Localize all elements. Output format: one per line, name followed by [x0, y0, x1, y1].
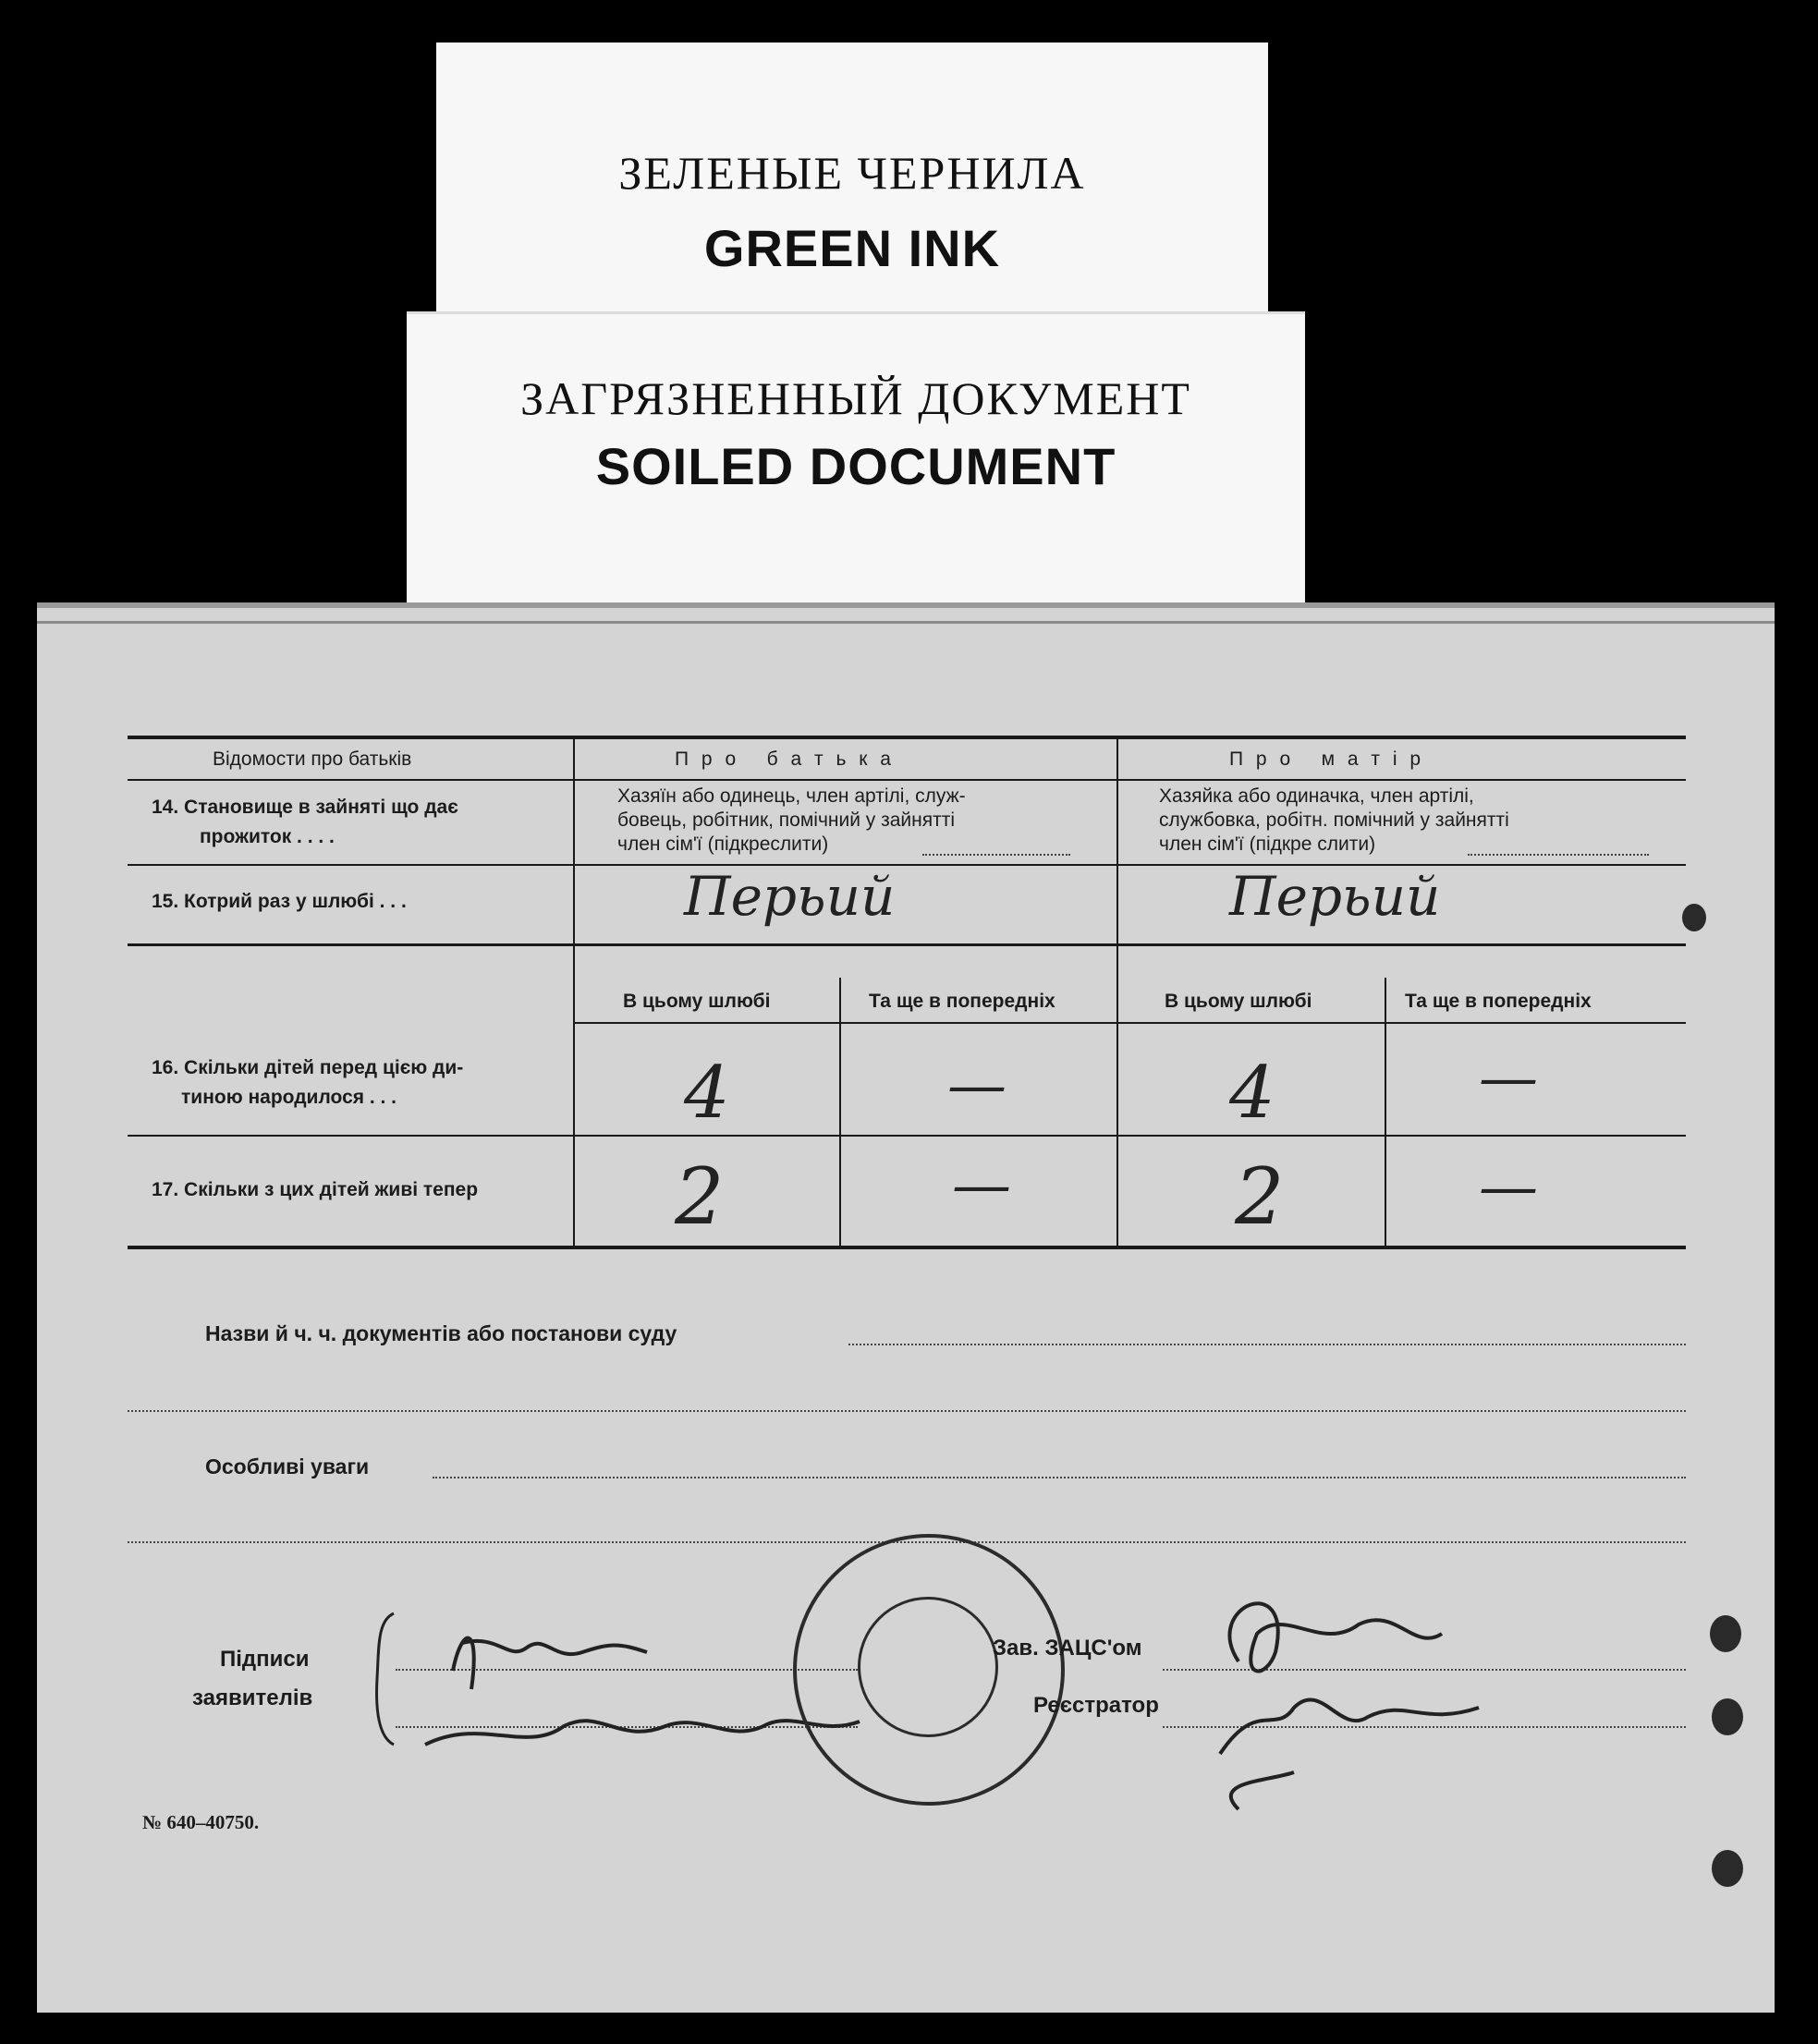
- table-col-rule: [1116, 737, 1118, 1247]
- mother-previous-header: Та ще в попередніх: [1405, 991, 1592, 1012]
- row16-mother-prev: —: [1479, 1044, 1538, 1113]
- row16-mother-this: 4: [1229, 1052, 1275, 1135]
- table-col-rule: [839, 978, 841, 1247]
- punch-hole: [1712, 1850, 1743, 1887]
- row16-father-prev: —: [947, 1052, 1007, 1120]
- dotted-line: [1468, 854, 1649, 856]
- row14-father-line: член сім'ї (підкреслити): [617, 833, 829, 855]
- row14-father-line: Хазяїн або одинець, член артілі, служ-: [617, 785, 966, 807]
- row17-father-this: 2: [675, 1151, 725, 1242]
- row15-father-handwriting: Перьий: [684, 865, 896, 928]
- punch-hole: [1710, 1615, 1741, 1652]
- col-info-header: Відомости про батьків: [213, 748, 412, 770]
- col-mother-header: П р о м а т і р: [1229, 748, 1425, 770]
- table-col-rule: [1385, 978, 1386, 1247]
- table-top-rule: [128, 736, 1686, 739]
- mother-this-marriage-header: В цьому шлюбі: [1165, 991, 1312, 1012]
- soiled-document-label-en: SOILED DOCUMENT: [595, 437, 1116, 495]
- table-col-rule: [573, 737, 575, 1247]
- official-seal-inner: [858, 1597, 998, 1737]
- row17-mother-prev: —: [1479, 1153, 1538, 1222]
- row15-label: 15. Котрий раз у шлюбі . . .: [152, 891, 407, 912]
- row15-mother-handwriting: Перьий: [1229, 865, 1441, 928]
- documents-field-cont[interactable]: [128, 1410, 1686, 1412]
- row17-mother-this: 2: [1235, 1151, 1285, 1242]
- father-this-marriage-header: В цьому шлюбі: [623, 991, 771, 1012]
- father-previous-header: Та ще в попередніх: [869, 991, 1055, 1012]
- row14-mother-line: Хазяйка або одиначка, член артілі,: [1159, 785, 1474, 807]
- signatures-label-cont: заявителів: [192, 1685, 313, 1710]
- document-sheet: [37, 602, 1775, 2013]
- official-signatures: [1183, 1551, 1590, 1828]
- head-label: Зав. ЗАЦС'ом: [993, 1636, 1142, 1661]
- row14-mother-line: член сім'ї (підкре слити): [1159, 833, 1376, 855]
- row16-father-this: 4: [684, 1052, 730, 1135]
- table-rule: [128, 1135, 1686, 1137]
- punch-hole: [1712, 1698, 1743, 1735]
- col-father-header: П р о б а т ь к а: [675, 748, 895, 770]
- row17-father-prev: —: [952, 1151, 1011, 1220]
- bracket: [370, 1612, 397, 1746]
- signatures-label: Підписи: [220, 1647, 310, 1672]
- documents-field[interactable]: [848, 1344, 1686, 1345]
- table-rule: [128, 943, 1686, 946]
- registrar-label: Реєстратор: [1033, 1693, 1159, 1718]
- soiled-document-label-ru: ЗАГРЯЗНЕННЫЙ ДОКУМЕНТ: [520, 372, 1191, 424]
- punch-hole: [1682, 904, 1706, 931]
- form-number: № 640–40750.: [142, 1811, 260, 1833]
- row14-label-cont: прожиток . . . .: [200, 826, 335, 847]
- soiled-document-label-card: [407, 314, 1305, 612]
- green-ink-label-ru: ЗЕЛЕНЫЕ ЧЕРНИЛА: [618, 147, 1086, 199]
- table-bottom-rule: [128, 1246, 1686, 1249]
- green-ink-label-en: GREEN INK: [703, 219, 1001, 277]
- green-ink-label-card: [436, 43, 1268, 320]
- row17-label: 17. Скільки з цих дітей живі тепер: [152, 1179, 479, 1200]
- table-rule: [128, 779, 1686, 781]
- row14-mother-line: службовка, робітн. помічний у зайнятті: [1159, 809, 1509, 831]
- row16-label: 16. Скільки дітей перед цією ди-: [152, 1057, 464, 1078]
- notes-field[interactable]: [433, 1477, 1686, 1478]
- notes-label: Особливі уваги: [205, 1454, 370, 1478]
- row14-label: 14. Становище в зайняті що дає: [152, 797, 458, 818]
- documents-label: Назви й ч. ч. документів або постанови суду: [205, 1321, 677, 1345]
- row14-father-line: бовець, робітник, помічний у зайнятті: [617, 809, 956, 831]
- table-rule: [575, 1022, 1686, 1024]
- table-rule: [128, 864, 1686, 866]
- dotted-line: [922, 854, 1070, 856]
- row16-label-cont: тиною народилося . . .: [181, 1087, 397, 1108]
